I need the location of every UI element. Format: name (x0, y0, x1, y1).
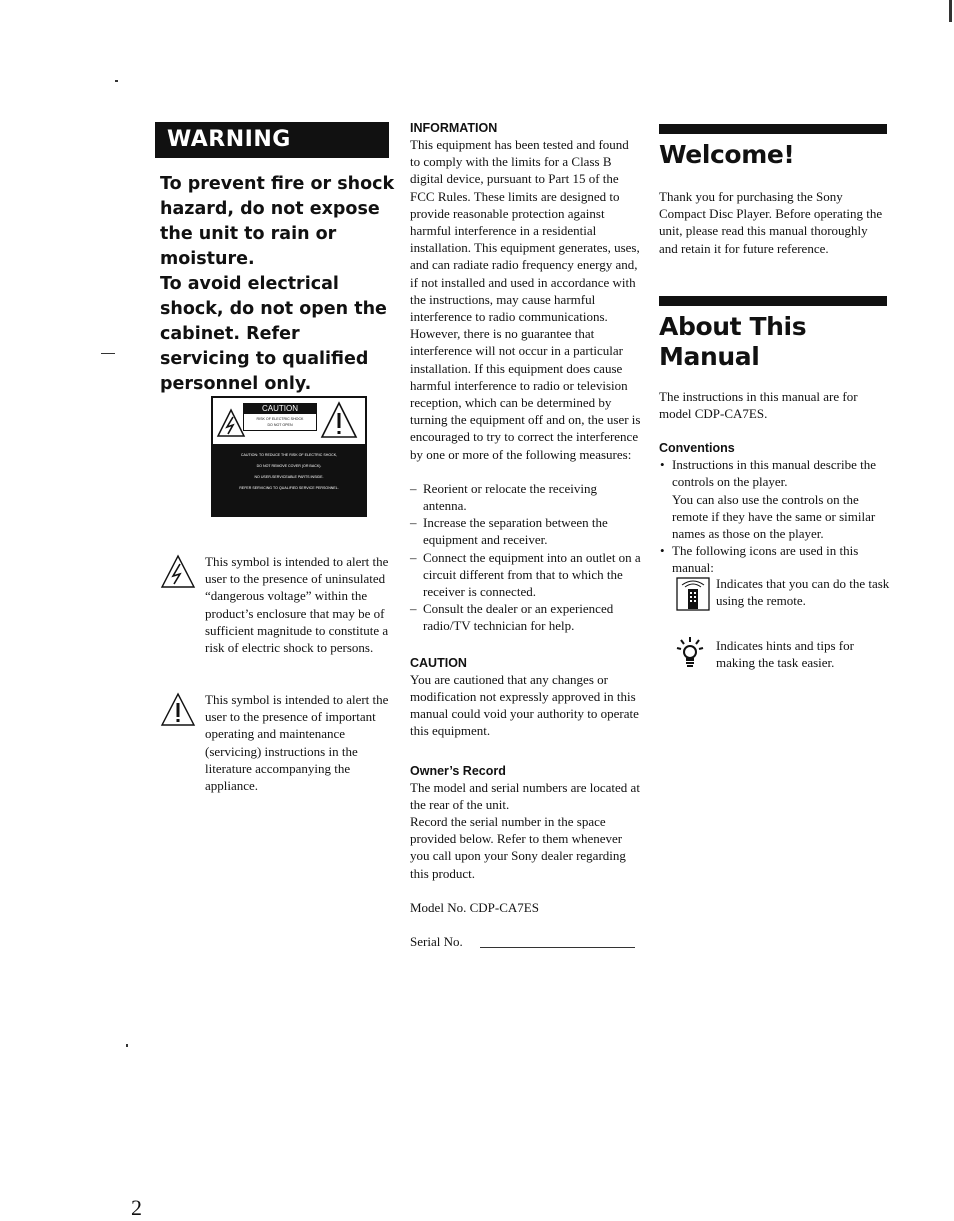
serial-number-row (410, 933, 642, 950)
measure-item: – Increase the separation between the equipment and receiver. (410, 514, 642, 548)
symbol-lightning-text: This symbol is intended to alert the user to the presence of uninsulated “dangerous voltage” within the product’s enclosure that may be of sufficient magnitude to constitute a risk of electric shock to persons. (205, 554, 389, 656)
scan-speck (101, 353, 115, 354)
welcome-section (659, 124, 889, 577)
remote-icon (676, 575, 710, 611)
caution-label-head: CAUTION (244, 404, 316, 414)
conventions-list (659, 456, 889, 576)
warning-title: WARNING (155, 122, 389, 158)
measure-item: – Connect the equipment into an outlet on a circuit different from that to which the receiver is connected. (410, 549, 642, 601)
exclamation-triangle-icon (320, 401, 358, 439)
warning-line-1: To prevent fire or shock hazard, do not expose the unit to rain or moisture. (160, 174, 395, 269)
tip-icon-text: Indicates hints and tips for making the task easier. (716, 638, 854, 671)
measures-list (410, 480, 642, 635)
measure-item: – Consult the dealer or an experienced radio/TV technician for help. (410, 600, 642, 634)
about-rule (659, 296, 887, 306)
caution-label-line-2: DO NOT REMOVE COVER (OR BACK). (256, 464, 322, 468)
caution-label-text (213, 444, 365, 515)
scan-speck (115, 80, 118, 82)
remote-icon-text: Indicates that you can do the task using the remote. (716, 576, 890, 609)
warning-text (160, 172, 395, 397)
caution-label-sub-1: RISK OF ELECTRIC SHOCK (256, 417, 304, 421)
scan-speck (949, 0, 952, 22)
caution-label-sub-2: DO NOT OPEN (267, 423, 293, 427)
serial-number-label: Serial No. (410, 933, 463, 949)
caution-label-top (213, 398, 365, 442)
tip-icon-row (676, 637, 890, 671)
caution-label-image (211, 396, 367, 517)
owners-record-body-1: The model and serial numbers are located at the rear of the unit. (410, 779, 640, 812)
welcome-heading: Welcome! (659, 140, 795, 169)
lightbulb-icon (676, 637, 704, 671)
symbol-exclamation (160, 691, 390, 794)
about-heading: About This Manual (659, 311, 807, 371)
conventions-item (659, 456, 889, 542)
caution-label-sub (244, 414, 316, 430)
measure-item: – Reorient or relocate the receiving antenna. (410, 480, 642, 514)
caution-label-line-4: REFER SERVICING TO QUALIFIED SERVICE PERSONNEL. (239, 486, 339, 490)
warning-line-2: To avoid electrical shock, do not open the cabinet. Refer servicing to qualified personnel only. (160, 274, 387, 394)
symbol-lightning (160, 553, 390, 656)
caution-label-line-1: CAUTION: TO REDUCE THE RISK OF ELECTRIC SHOCK, (240, 453, 338, 457)
exclamation-triangle-icon (160, 691, 196, 727)
welcome-body: Thank you for purchasing the Sony Compact Disc Player. Before operating the unit, please read this manual thoroughly and retain it for future reference. (659, 189, 883, 256)
owners-record-heading: Owner’s Record (410, 763, 506, 778)
caution-label-inner (243, 403, 317, 431)
caution-label-line-3: NO USER-SERVICEABLE PARTS INSIDE. (254, 475, 324, 479)
caution-body: You are cautioned that any changes or modification not expressly approved in this manual could void your authority to operate this equipment. (410, 671, 639, 739)
conventions-item-1a: • Instructions in this manual describe the controls on the player. (672, 457, 876, 490)
caution-heading: CAUTION (410, 655, 467, 670)
lightning-triangle-icon (216, 408, 246, 438)
lightning-triangle-icon (160, 553, 196, 589)
page-number: 2 (131, 1195, 142, 1220)
conventions-item: • The following icons are used in this manual: (659, 542, 889, 576)
information-heading: INFORMATION (410, 121, 498, 135)
about-body: The instructions in this manual are for model CDP-CA7ES. (659, 388, 858, 422)
conventions-heading: Conventions (659, 441, 735, 456)
symbol-exclamation-text: This symbol is intended to alert the user to the presence of important operating and maintenance (servicing) instructions in the literature accompanying the appliance. (205, 692, 389, 794)
model-number-row (410, 899, 642, 916)
fcc-section (410, 120, 642, 950)
remote-icon-row (676, 575, 890, 609)
model-number-label: Model No. (410, 899, 467, 915)
conventions-item-1b: You can also use the controls on the remote if they have the same or similar names as those on the player. (672, 491, 876, 542)
warning-section (155, 122, 395, 397)
information-body: This equipment has been tested and found to comply with the limits for a Class B digital device, pursuant to Part 15 of the FCC Rules. These limits are designed to provide reasonable protection against harmful interference in a residential installation. This equipment generates, uses, and can radiate radio frequency energy and, if not installed and used in accordance with the instructions, may cause harmful interference to radio communications. However, there is no guarantee that interference will not occur in a particular installation. If this equipment does cause harmful interference to radio or television reception, which can be determined by turning the equipment off and on, the user is encouraged to try to correct the interference by one or more of the following measures: (410, 137, 641, 462)
scan-speck (126, 1044, 128, 1047)
model-number-value: CDP-CA7ES (469, 899, 539, 915)
welcome-rule (659, 124, 887, 134)
serial-number-line (480, 947, 635, 948)
owners-record-body-2: Record the serial number in the space provided below. Refer to them whenever you call upon your Sony dealer regarding this product. (410, 813, 626, 881)
